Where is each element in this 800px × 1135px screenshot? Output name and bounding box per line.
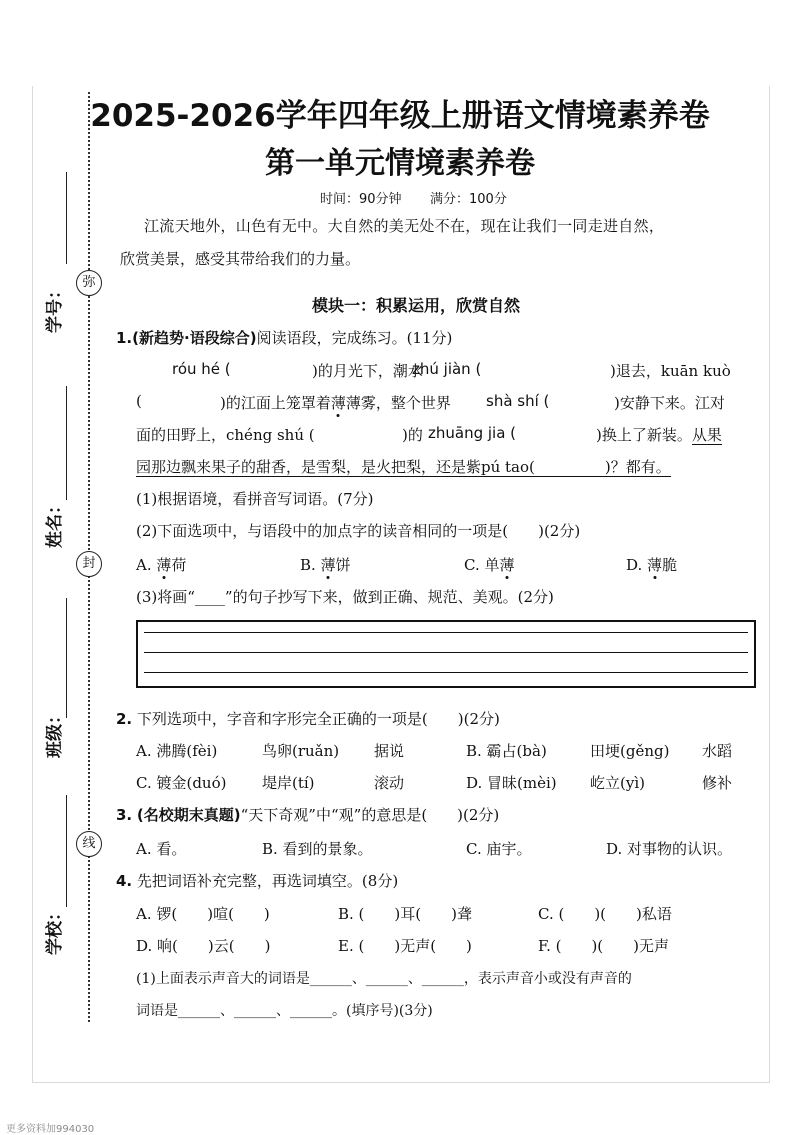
name-line (66, 386, 67, 500)
q1-tag: (新趋势·语段综合) (132, 329, 257, 347)
q4-item-e[interactable]: E. ( )无声( ) (338, 937, 472, 955)
pinyin-zhujian: zhú jiàn ( (412, 360, 482, 378)
q2-item: 滚动 (374, 774, 405, 792)
dotted-char-bao: 薄 (330, 394, 346, 412)
q2-number: 2. (116, 710, 133, 728)
module-title: 模块一：积累运用，欣赏自然 (312, 296, 521, 315)
q1-option-b[interactable] (300, 554, 351, 575)
passage-text: 薄雾，整个世界 (345, 394, 451, 412)
q2-item: 屹立(yì) (590, 774, 645, 792)
pinyin-shashi: shà shí ( (486, 392, 550, 410)
passage-text: )的江面上笼罩着 (220, 394, 331, 412)
q4-item-a[interactable]: A. 锣( )喧( ) (136, 905, 270, 923)
q4-sub-1: (1)上面表示声音大的词语是______、______、______，表示声音小或没有声音的 (136, 971, 632, 987)
handwriting-box[interactable] (136, 620, 756, 688)
q2-item: 田埂(gěng) (590, 742, 670, 760)
q4-item-f[interactable]: F. ( )( )无声 (538, 937, 670, 955)
q1-sub-2: (2)下面选项中，与语段中的加点字的读音相同的一项是( )(2分) (136, 522, 581, 540)
pinyin-kuankuo: )退去，kuān kuò (610, 362, 731, 380)
question-2-header (116, 708, 500, 729)
option-letter: B. (300, 556, 316, 574)
exam-time: 时间：90分钟 (320, 192, 402, 207)
q2-item: 据说 (374, 742, 405, 760)
passage-text: )的 (402, 426, 423, 444)
q2-option-d[interactable]: D. 冒昧(mèi) (466, 774, 557, 792)
intro-line-1: 江流天地外，山色有无中。大自然的美无处不在，现在让我们一同走进自然， (144, 217, 665, 235)
q2-option-c[interactable]: C. 镀金(duó) (136, 774, 227, 792)
underlined-sentence: )？都有。 (604, 458, 671, 476)
q2-stem: 下列选项中，字音和字形完全正确的一项是( )(2分) (136, 710, 500, 728)
q1-sub-1: (1)根据语境，看拼音写词语。(7分) (136, 490, 374, 508)
dotted-char: 薄 (156, 556, 172, 574)
q1-option-a[interactable] (136, 554, 186, 575)
writing-line (144, 632, 748, 633)
underlined-sentence: 园那边飘来果子的甜香，是雪梨，是火把梨，还是紫pú tao( (136, 458, 535, 476)
q2-item: 鸟卵(ruǎn) (262, 742, 340, 760)
q3-tag: (名校期末真题) (136, 806, 241, 824)
exam-score: 满分：100分 (430, 192, 507, 207)
dotted-char: 薄 (647, 556, 663, 574)
pinyin-rouhe: róu hé ( (172, 360, 231, 378)
school-line (66, 795, 67, 907)
q2-option-a[interactable]: A. 沸腾(fèi) (136, 742, 218, 760)
q4-item-c[interactable]: C. ( )( )私语 (538, 905, 672, 923)
question-3-header (116, 804, 499, 825)
q3-option-c[interactable]: C. 庙宇。 (466, 840, 532, 858)
option-letter: C. (464, 556, 480, 574)
passage-text: )安静下来。江对 (614, 394, 725, 412)
q2-item: 水蹈 (702, 742, 733, 760)
passage-text: ( (136, 392, 142, 410)
q3-option-d[interactable]: D. 对事物的认识。 (606, 840, 733, 858)
q1-option-d[interactable] (626, 554, 677, 575)
q3-number: 3. (116, 806, 133, 824)
seal-mark-mi: 弥 (76, 270, 102, 296)
q1-option-c[interactable] (464, 554, 515, 575)
q4-item-b[interactable]: B. ( )耳( )聋 (338, 905, 472, 923)
page-title: 2025-2026学年四年级上册语文情境素养卷 (90, 98, 710, 134)
student-no-label: 学号： (45, 282, 65, 333)
option-text: 脆 (662, 556, 678, 574)
passage-text: )的月光下，潮水 (312, 362, 423, 380)
seal-mark-xian: 线 (76, 831, 102, 857)
passage-text: )换上了新装。 (596, 426, 692, 444)
question-4-header (116, 870, 398, 891)
q4-stem: 先把词语补充完整，再选词填空。(8分) (136, 872, 399, 890)
class-label: 班级： (45, 707, 65, 758)
option-letter: A. (136, 556, 152, 574)
q1-number: 1. (116, 329, 133, 347)
q3-stem: “天下奇观”中“观”的意思是( )(2分) (240, 806, 500, 824)
writing-line (144, 652, 748, 653)
intro-line-2: 欣赏美景，感受其带给我们的力量。 (120, 250, 361, 268)
dotted-char: 薄 (499, 556, 515, 574)
q2-option-b[interactable]: B. 霸占(bà) (466, 742, 547, 760)
q2-item: 堤岸(tí) (262, 774, 315, 792)
q3-option-b[interactable]: B. 看到的景象。 (262, 840, 373, 858)
passage-text (596, 424, 722, 445)
underlined-sentence-line (136, 456, 671, 477)
option-text: 饼 (335, 556, 351, 574)
writing-line (144, 672, 748, 673)
option-letter: D. (626, 556, 643, 574)
q1-stem: 阅读语段，完成练习。(11分) (256, 329, 453, 347)
school-label: 学校： (45, 904, 65, 955)
q3-option-a[interactable]: A. 看。 (136, 840, 187, 858)
passage-text (220, 392, 451, 413)
name-label: 姓名： (45, 497, 65, 548)
q4-number: 4. (116, 872, 133, 890)
footer-note: 更多资料加994030 (6, 1124, 95, 1135)
underlined-sentence: 从果 (691, 426, 722, 444)
option-text: 单 (484, 556, 500, 574)
q4-item-d[interactable]: D. 响( )云( ) (136, 937, 271, 955)
dotted-char: 薄 (320, 556, 336, 574)
q4-sub-1-cont: 词语是______、______、______。(填序号)(3分) (136, 1003, 433, 1019)
student-no-line (66, 172, 67, 264)
seal-mark-feng: 封 (76, 551, 102, 577)
class-line (66, 598, 67, 718)
question-1-header (116, 327, 452, 348)
option-text: 荷 (171, 556, 187, 574)
pinyin-chengshu: 面的田野上，chéng shú ( (136, 426, 315, 444)
q1-sub-3: (3)将画“____”的句子抄写下来，做到正确、规范、美观。(2分) (136, 588, 554, 606)
pinyin-zhuangjia: zhuāng jia ( (428, 424, 517, 442)
page-subtitle: 第一单元情境素养卷 (265, 146, 535, 181)
q2-item: 修补 (702, 774, 733, 792)
